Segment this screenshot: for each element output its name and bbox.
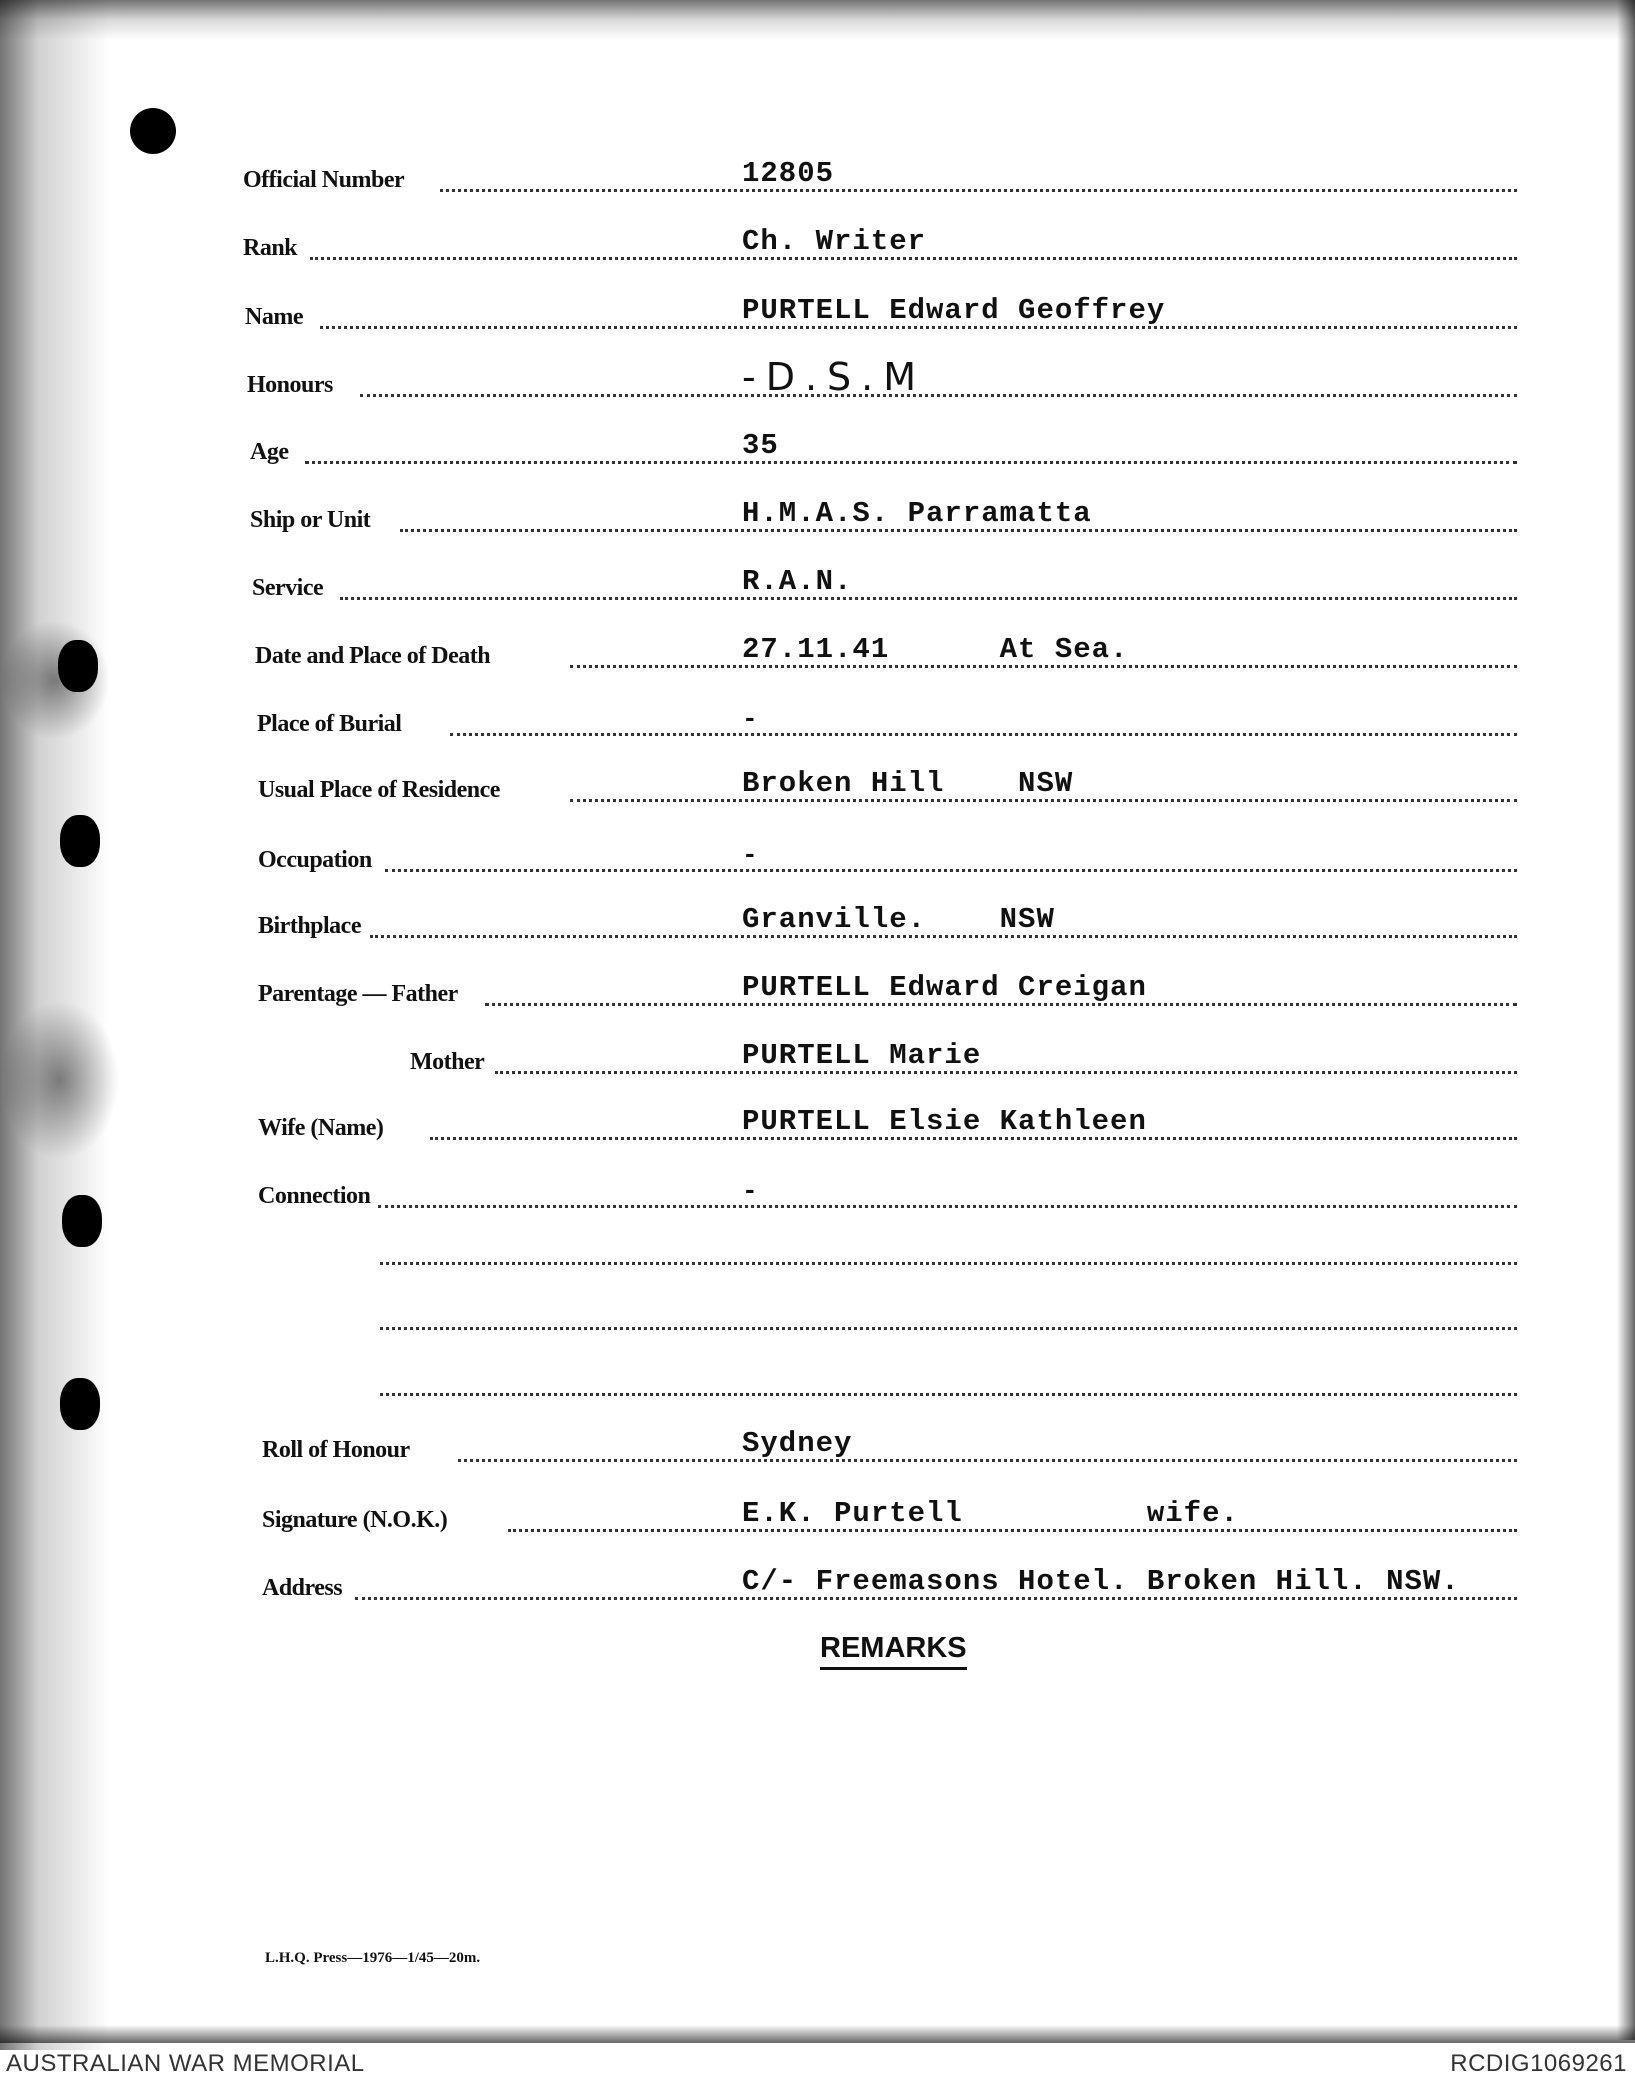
field-value: C/- Freemasons Hotel. Broken Hill. NSW. [742, 1565, 1460, 1598]
field-label: Date and Place of Death [255, 643, 491, 669]
field-wife-name [0, 1098, 1635, 1148]
field-value: H.M.A.S. Parramatta [742, 497, 1092, 530]
field-label: Service [252, 575, 324, 601]
blank-dotted-line [380, 1327, 1517, 1330]
field-label: Signature (N.O.K.) [262, 1507, 448, 1533]
field-value: E.K. Purtell wife. [742, 1497, 1239, 1530]
dotted-line [305, 461, 1517, 464]
field-label: Age [250, 439, 289, 465]
field-parentage-mother [0, 1032, 1635, 1082]
scan-shadow-bottom [0, 2025, 1635, 2043]
footer-institution: AUSTRALIAN WAR MEMORIAL [6, 2050, 365, 2077]
field-label: Occupation [258, 847, 372, 873]
field-occupation [0, 830, 1635, 880]
field-label: Official Number [243, 167, 405, 193]
field-value: R.A.N. [742, 565, 853, 598]
field-label: Usual Place of Residence [258, 777, 500, 803]
field-value: - [742, 840, 759, 870]
field-roll-of-honour [0, 1420, 1635, 1470]
field-official-number [0, 150, 1635, 200]
field-date-place-death [0, 626, 1635, 676]
field-value: 27.11.41 At Sea. [742, 633, 1129, 666]
field-name [0, 287, 1635, 337]
printer-imprint: L.H.Q. Press—1976—1/45—20m. [265, 1950, 481, 1966]
field-usual-residence [0, 760, 1635, 810]
field-signature-nok [0, 1490, 1635, 1540]
field-value: 12805 [742, 157, 835, 190]
field-value: - [742, 1176, 759, 1206]
field-value: -D.S.M [742, 355, 927, 399]
dotted-line [360, 394, 1517, 397]
field-parentage-father [0, 964, 1635, 1014]
field-service [0, 558, 1635, 608]
field-value: Ch. Writer [742, 225, 927, 258]
dotted-line [385, 869, 1517, 872]
dotted-line [340, 597, 1517, 600]
field-label: Name [245, 304, 303, 330]
field-label: Honours [247, 372, 333, 398]
field-value: Broken Hill NSW [742, 767, 1074, 800]
field-label: Parentage — Father [258, 981, 458, 1007]
field-value: Sydney [742, 1427, 853, 1460]
field-label: Wife (Name) [258, 1115, 384, 1141]
dotted-line [440, 189, 1517, 192]
field-value: - [742, 704, 759, 734]
dotted-line [495, 1071, 1517, 1074]
field-place-of-burial [0, 694, 1635, 744]
scan-shadow-top [0, 0, 1635, 40]
blank-dotted-line [380, 1262, 1517, 1265]
field-value: PURTELL Marie [742, 1039, 982, 1072]
remarks-heading: REMARKS [820, 1632, 967, 1670]
field-label: Roll of Honour [262, 1437, 410, 1463]
field-value: PURTELL Elsie Kathleen [742, 1105, 1147, 1138]
punch-hole [130, 108, 176, 154]
field-birthplace [0, 896, 1635, 946]
field-label: Ship or Unit [250, 507, 371, 533]
field-value: Granville. NSW [742, 903, 1055, 936]
dotted-line [378, 1205, 1517, 1208]
dotted-line [458, 1459, 1517, 1462]
footer-record-id: RCDIG1069261 [1450, 2050, 1627, 2077]
field-value: PURTELL Edward Creigan [742, 971, 1147, 1004]
blank-dotted-line [380, 1393, 1517, 1396]
field-value: 35 [742, 429, 779, 462]
field-value: PURTELL Edward Geoffrey [742, 294, 1166, 327]
field-age [0, 422, 1635, 472]
field-connection [0, 1166, 1635, 1216]
field-honours [0, 355, 1635, 405]
field-label: Rank [243, 235, 298, 261]
dotted-line [450, 733, 1517, 736]
field-address [0, 1558, 1635, 1608]
field-label: Connection [258, 1183, 371, 1209]
field-ship-or-unit [0, 490, 1635, 540]
field-label: Place of Burial [257, 711, 402, 737]
field-rank [0, 218, 1635, 268]
field-label: Mother [410, 1049, 485, 1075]
field-label: Birthplace [258, 913, 361, 939]
field-label: Address [262, 1575, 343, 1601]
